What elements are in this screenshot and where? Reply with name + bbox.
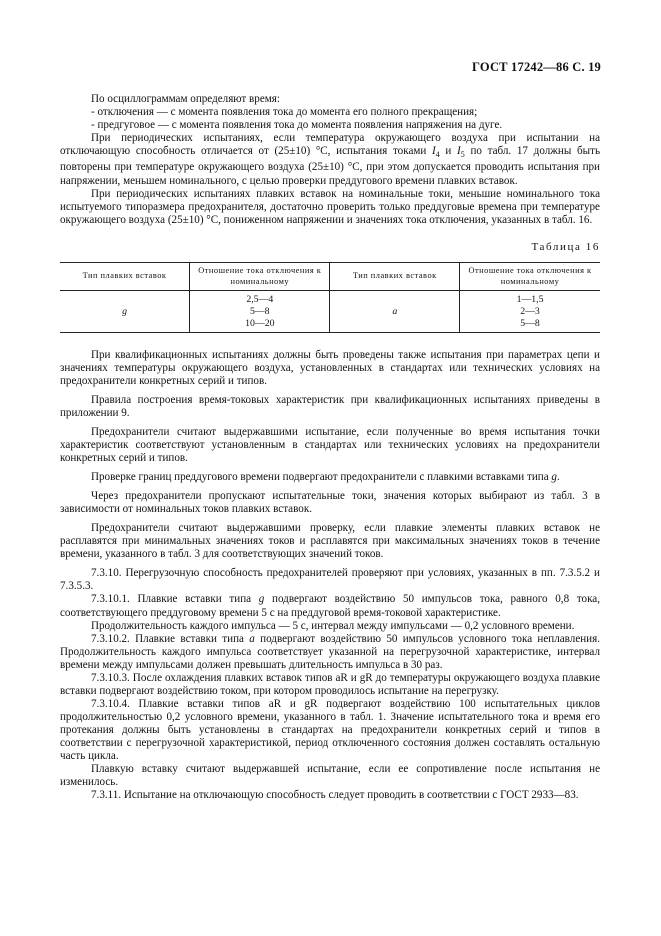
table-16 — [60, 262, 600, 333]
table-caption: Таблица 16 — [531, 240, 600, 253]
paragraph: При периодических испытаниях, если температура окружающего воздуха при испытании на отключающую способность отличается от (25±10) °С, испытания токами $I_4$ и $I_5$ по табл. 17 должны быть повторены при температуре окружающего воздуха (25±10) °С, при этом допускается проводить испытания при напряжении, меньшем номинального, с целью проверки преддугового времени плавких вставок. — [60, 132, 601, 187]
paragraph: 7.3.10.2. Плавкие вставки типа a подвергают воздействию 50 импульсов условного тока неплавления. Продолжительность каждого импульса соответствует указанной на перегрузочной характеристике, интервал времени между импульсами должен превышать длительность импульса в 30 раз. — [60, 632, 600, 671]
ratio-value: 5—8 — [249, 305, 270, 317]
paragraph: 7.3.10.4. Плавкие вставки типов aR и gR подвергают воздействию 100 испытательных циклов продолжительностью 0,2 условного времени, указанного в табл. 1. Значение испытательного тока и время его протекания должны быть установлены в стандартах на предохранители конкретных серий и типов в соответствии с перегрузочной характеристикой, период отключенного состояния должен составлять остальную часть цикла. — [60, 697, 600, 763]
table-cell — [190, 290, 330, 332]
paragraph: 7.3.10. Перегрузочную способность предохранителей проверяют при условиях, указанных в пп. 7.3.5.2 и 7.3.5.3. — [60, 567, 600, 593]
ratio-value: 2,5—4 — [246, 293, 274, 305]
paragraph: Продолжительность каждого импульса — 5 с, интервал между импульсами — 0,2 условного времени. — [91, 619, 575, 632]
ratio-value: 5—8 — [520, 317, 540, 329]
paragraph: При квалификационных испытаниях должны быть проведены также испытания при параметрах цепи и значениях температуры окружающего воздуха, установленных в стандартах или технических условиях на предохранители конкретных серий и типов. — [60, 348, 600, 387]
ratio-value: 10—20 — [245, 317, 275, 329]
ratio-value: 2—3 — [520, 305, 540, 317]
ratio-value: 1—1,5 — [516, 293, 544, 305]
paragraph: При периодических испытаниях плавких вставок на номинальные токи, меньшие номинального тока испытуемого типоразмера предохранителя, достаточно проверить только преддуговые времена при температуре окружающего воздуха (25±10) °С, пониженном напряжении и значениях тока отключения, указанных в табл. 16. — [60, 187, 600, 226]
paragraph: Плавкую вставку считают выдержавшей испытание, если ее сопротивление после испытания не изменилось. — [60, 763, 600, 789]
list-item: - предгуговое — с момента появления тока до момента появления напряжения на дуге. — [91, 119, 503, 132]
paragraph: Предохранители считают выдержавшими испытание, если полученные во время испытания точки характеристик соответствуют установленным в стандартах или технических условиях на предохранители конкретных серий и типов. — [60, 425, 600, 465]
paragraph: Правила построения время-токовых характеристик при квалификационных испытаниях приведены в приложении 9. — [60, 393, 600, 419]
table-cell: a — [330, 290, 460, 332]
document-body — [60, 93, 600, 802]
paragraph: 7.3.11. Испытание на отключающую способность следует проводить в соответствии с ГОСТ 2933—83. — [91, 789, 579, 802]
table-cell — [460, 290, 600, 332]
paragraph: Проверке границ преддугового времени подвергают предохранители с плавкими вставками типа g. — [91, 471, 560, 484]
paragraph: 7.3.10.3. После охлаждения плавких вставок типов aR и gR до температуры окружающего воздуха плавкие вставки подвергают воздействию током, при котором проводилось испытание на перегрузку. — [60, 671, 600, 697]
table-header: Тип плавких вставок — [330, 262, 460, 290]
page-header: ГОСТ 17242—86 С. 19 — [472, 60, 601, 74]
list-item: - отключения — с момента появления тока до момента его полного прекращения; — [91, 106, 478, 119]
table-header: Отношение тока отключения к номинальному — [460, 262, 600, 290]
paragraph: Предохранители считают выдержавшими проверку, если плавкие элементы плавких вставок не расплавятся при минимальных значениях токов и расплавятся при максимальных значениях токов в течение времени, указанного в табл. 3 для соответствующих значений токов. — [60, 522, 600, 561]
table-header: Отношение тока отключения к номинальному — [190, 262, 330, 290]
paragraph: Через предохранители пропускают испытательные токи, значения которых выбирают из табл. 3 в зависимости от номинальных токов плавких вставок. — [60, 490, 600, 516]
table-row — [60, 290, 600, 332]
paragraph: По осциллограммам определяют время: — [91, 93, 280, 105]
table-header: Тип плавких вставок — [60, 262, 190, 290]
paragraph: 7.3.10.1. Плавкие вставки типа g подвергают воздействию 50 импульсов тока, равного 0,8 тока, соответствующего преддуговому времени 5 с на преддуговой время-токовой характеристике. — [60, 593, 600, 619]
table-cell: g — [60, 290, 190, 332]
